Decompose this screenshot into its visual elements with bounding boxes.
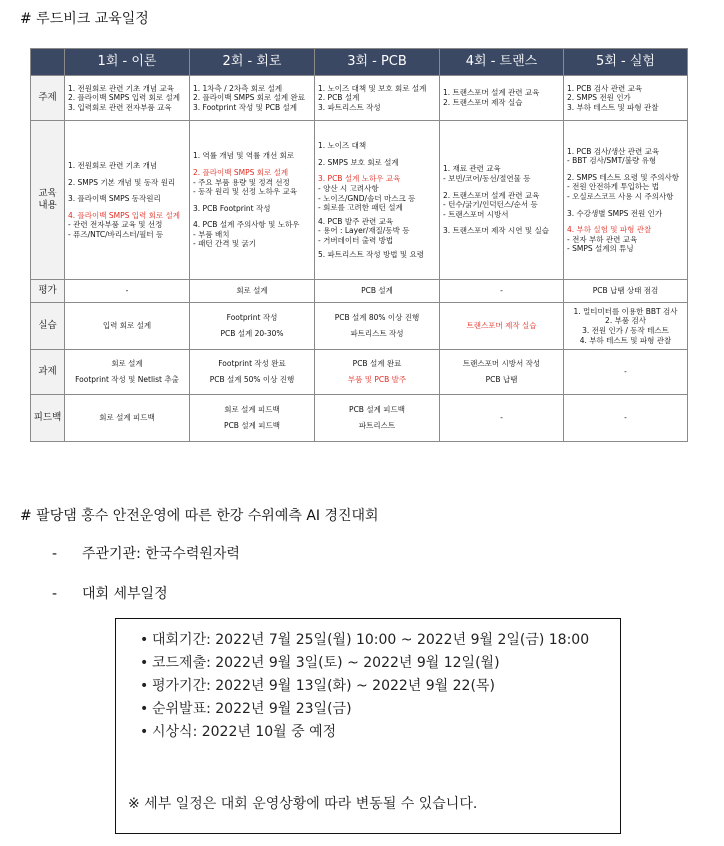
table-cell: - — [440, 280, 564, 302]
table-cell: 1. 1차측 / 2차측 회로 설계 2. 플라이백 SMPS 회로 설계 완료 3. Footprint 작성 및 PCB 설계 — [190, 76, 315, 121]
table-cell: 1. 노이즈 대책 2. SMPS 보호 회로 설계 3. PCB 설계 노하우 교육 - 양산 시 고려사항 - 노이즈/GND/솔더 마스크 등 - 회로를 고려한 패턴 설계 4. PCB 발주 관련 교육 - 용어 : Layer/재질/동박 등 - 거버데이터 출력 방법 5. 파트리스트 작성 방법 및 요령 — [315, 120, 440, 279]
table-row-subject — [31, 76, 688, 121]
table-cell: - — [564, 349, 688, 394]
table-cell: 1. 멀티미터를 이용한 BBT 검사 2. 부품 검사 3. 전원 인가 / 동작 테스트 4. 부하 테스트 및 파형 관찰 — [564, 302, 688, 349]
schedule-list — [140, 629, 620, 744]
bullet-icon: • — [140, 678, 149, 694]
column-header: 1회 - 이론 — [65, 49, 190, 76]
table-row-assignment — [31, 349, 688, 394]
column-header: 5회 - 실험 — [564, 49, 688, 76]
table-cell: PCB 설계 — [315, 280, 440, 302]
schedule-label: 대회 세부일정 — [82, 586, 168, 602]
table-cell: PCB 납땜 상태 점검 — [564, 280, 688, 302]
table-cell: 트랜스포머 시방서 작성 PCB 납땜 — [440, 349, 564, 394]
sub-item-organizer — [52, 543, 240, 563]
bullet-icon: • — [140, 655, 149, 671]
table-cell: - — [65, 280, 190, 302]
column-header: 4회 - 트랜스 — [440, 49, 564, 76]
row-header-feedback: 피드백 — [31, 394, 65, 441]
education-schedule-table — [30, 48, 688, 442]
header-corner — [31, 49, 65, 76]
table-cell: 1. 트랜스포머 설계 관련 교육 2. 트랜스포머 제작 실습 — [440, 76, 564, 121]
table-cell: 입력 회로 설계 — [65, 302, 190, 349]
bullet-icon: • — [140, 701, 149, 717]
organizer-text: 주관기관: 한국수력원자력 — [82, 546, 240, 562]
dash-marker: - — [52, 546, 58, 562]
contest-schedule-box — [115, 618, 621, 834]
list-item: • 평가기간: 2022년 9월 13일(화) ~ 2022년 9월 22(목) — [140, 675, 620, 698]
table-cell: - — [440, 394, 564, 441]
bullet-icon: • — [140, 632, 149, 648]
table-cell: 회로 설계 Footprint 작성 및 Netlist 추출 — [65, 349, 190, 394]
list-item: • 코드제출: 2022년 9월 3일(토) ~ 2022년 9월 12일(월) — [140, 652, 620, 675]
table-cell: 1. 노이즈 대책 및 보호 회로 설계 2. PCB 설계 3. 파트리스트 작성 — [315, 76, 440, 121]
list-item: • 대회기간: 2022년 7월 25일(월) 10:00 ~ 2022년 9월 2일(금) 18:00 — [140, 629, 620, 652]
section-heading-contest: # 팔당댐 홍수 안전운영에 따른 한강 수위예측 AI 경진대회 — [20, 508, 379, 524]
table-cell: 회로 설계 피드백 PCB 설계 피드백 — [190, 394, 315, 441]
table-cell: 1. 전원회로 관련 기초 개념 교육 2. 플라이백 SMPS 입력 회로 설계 3. 입력회로 관련 전자부품 교육 — [65, 76, 190, 121]
dash-marker: - — [52, 586, 58, 602]
table-cell: 트랜스포머 제작 실습 — [440, 302, 564, 349]
row-header-evaluation: 평가 — [31, 280, 65, 302]
table-cell: 1. 전원회로 관련 기초 개념 2. SMPS 기본 개념 및 동작 원리 3. 플라이백 SMPS 동작원리 4. 플라이백 SMPS 입력 회로 설계 - 관련 전자부품 교육 및 선정 - 퓨즈/NTC/바리스터/필터 등 — [65, 120, 190, 279]
schedule-change-note: ※ 세부 일정은 대회 운영상황에 따라 변동될 수 있습니다. — [128, 796, 478, 812]
table-cell: Footprint 작성 PCB 설계 20-30% — [190, 302, 315, 349]
table-cell: 1. 재료 관련 교육 - 보빈/코어/동선/절연물 등 2. 트랜스포머 설계 관련 교육 - 턴수/굵기/인덕턴스/순서 등 - 트랜스포머 시방서 3. 트랜스포머 제작 시연 및 실습 — [440, 120, 564, 279]
table-header-row — [31, 49, 688, 76]
table-cell: PCB 설계 완료 부품 및 PCB 발주 — [315, 349, 440, 394]
table-cell: - — [564, 394, 688, 441]
table-row-content — [31, 120, 688, 279]
table-cell: 1. PCB 검사 관련 교육 2. SMPS 전원 인가 3. 부하 테스트 및 파형 관찰 — [564, 76, 688, 121]
list-item: • 순위발표: 2022년 9월 23일(금) — [140, 698, 620, 721]
row-header-practice: 실습 — [31, 302, 65, 349]
table-row-feedback — [31, 394, 688, 441]
table-cell: Footprint 작성 완료 PCB 설계 50% 이상 진행 — [190, 349, 315, 394]
bullet-icon: • — [140, 724, 149, 740]
table-cell: 1. 역률 개념 및 역률 개선 회로 2. 플라이백 SMPS 회로 설계 - 주요 부품 용량 및 정격 선정 - 동작 원리 및 선정 노하우 교육 3. PCB Footprint 작성 4. PCB 설계 주의사항 및 노하우 - 부품 배치 - 패턴 간격 및 굵기 — [190, 120, 315, 279]
table-cell: PCB 설계 피드백 파트리스트 — [315, 394, 440, 441]
column-header: 2회 - 회로 — [190, 49, 315, 76]
row-header-subject: 주제 — [31, 76, 65, 121]
sub-item-schedule — [52, 583, 168, 603]
table-cell: 회로 설계 — [190, 280, 315, 302]
list-item: • 시상식: 2022년 10월 중 예정 — [140, 721, 620, 744]
row-header-assignment: 과제 — [31, 349, 65, 394]
table-cell: PCB 설계 80% 이상 진행 파트리스트 작성 — [315, 302, 440, 349]
table-cell: 1. PCB 검사/생산 관련 교육 - BBT 검사/SMT/불량 유형 2. SMPS 테스트 요령 및 주의사항 - 전원 안전하게 투입하는 법 - 오실로스코프 사용 시 주의사항 3. 수강생별 SMPS 전원 인가 4. 부하 실험 및 파형 관찰 - 전자 부하 관련 교육 - SMPS 설계의 튜닝 — [564, 120, 688, 279]
row-header-content: 교육 내용 — [31, 120, 65, 279]
table-cell: 회로 설계 피드백 — [65, 394, 190, 441]
table-row-evaluation — [31, 280, 688, 302]
column-header: 3회 - PCB — [315, 49, 440, 76]
table-row-practice — [31, 302, 688, 349]
section-heading-ludvic: # 루드비크 교육일정 — [20, 11, 149, 27]
